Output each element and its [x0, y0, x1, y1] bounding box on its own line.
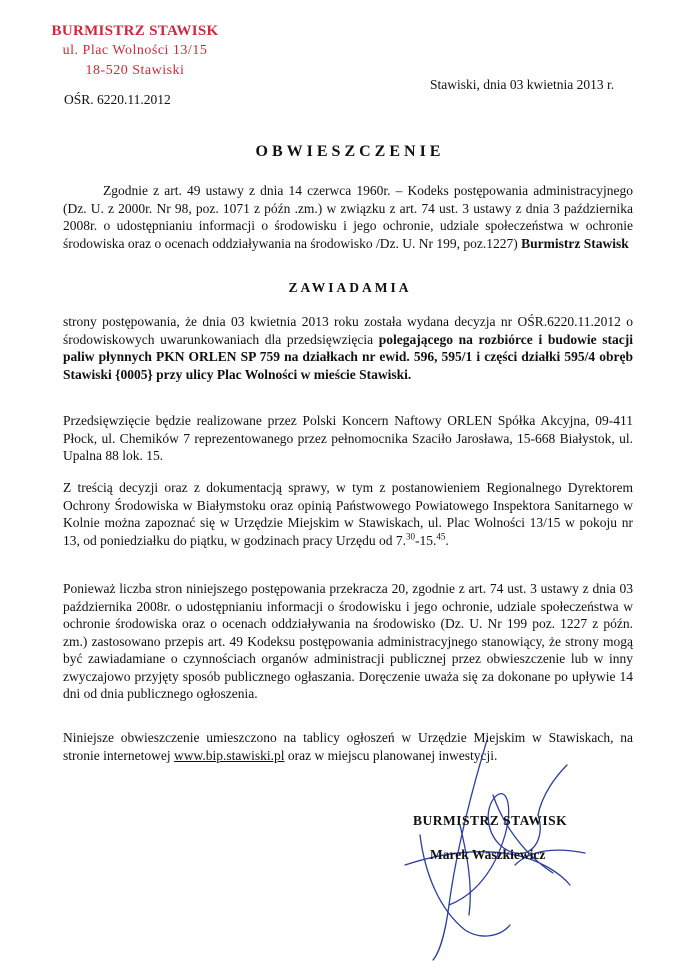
stamp-office-name: BURMISTRZ STAWISK: [51, 23, 219, 39]
signatory-title: BURMISTRZ STAWISK: [413, 813, 568, 828]
hours-end: -15.: [415, 532, 437, 548]
notice-paragraph: Ponieważ liczba stron niniejszego postępowania przekracza 20, zgodnie z art. 74 ust. 3 ustawy z dnia 03 października 2008r. o udostępnianiu informacji o środowisku i jego ochronie, udziale społeczeństwa w ochronie środowiska oraz o ocenach oddziaływania na środowisko (Dz. U. Nr 199 poz. 1227 z późn. zm.) zastosowano przepis art. 49 Kodeksu postępowania administracyjnego stanowiący, że strony mogą być zawiadamiane o czynnościach organów administracji publicznej przez obwieszczenie lub w inny zwyczajowo przyjęty sposób publicznego ogłaszania. Doręczenie uważa się za dokonane po upływie 14 dni od dnia publicznego ogłoszenia.: [63, 581, 633, 701]
signatory-name: Marek Waszkiewicz: [430, 847, 546, 862]
stamp-postal-code: 18-520 Stawiski: [85, 63, 185, 78]
decision-text: strony postępowania, że dnia 03 kwietnia 2013 roku została wydana decyzja nr OŚR.6220.11.2012 o środowiskowych uwarunkowaniach dla przedsięwzięcia: [63, 314, 633, 347]
bip-website-link[interactable]: www.bip.stawiski.pl: [173, 747, 285, 763]
announces-heading: ZAWIADAMIA: [288, 280, 412, 295]
access-paragraph: [63, 479, 633, 549]
intro-authority: Burmistrz Stawisk: [521, 235, 629, 251]
hours-start-minutes: 30: [406, 531, 416, 541]
place-and-date: Stawiski, dnia 03 kwietnia 2013 r.: [430, 77, 615, 92]
decision-paragraph: [63, 313, 633, 383]
office-hours: [396, 533, 449, 548]
intro-paragraph: [63, 182, 633, 252]
decision-subject: polegającego na rozbiórce i budowie stacji paliw płynnych PKN ORLEN SP 759 na działkach nr ewid. 596, 595/1 i części działki 595/4 obręb Stawiski {0005} przy ulicy Plac Wolności w mieście Stawiski.: [63, 331, 633, 382]
reference-number: OŚR. 6220.11.2012: [64, 92, 171, 107]
hours-end-minutes: 45: [436, 531, 446, 541]
access-text: Z treścią decyzji oraz z dokumentacją sprawy, w tym z postanowieniem Regionalnego Dyrektorem Ochrony Środowiska w Białymstoku oraz opinią Państwowego Powiatowego Inspektora Sanitarnego w Kolnie można zapoznać się w Urzędzie Miejskim w Stawiskach, ul. Plac Wolności 13/15 w pokoju nr 13, od poniedziałku do piątku, w godzinach pracy Urzędu od: [63, 480, 633, 548]
hours-period: .: [445, 532, 449, 548]
stamp-street: ul. Plac Wolności 13/15: [62, 43, 208, 58]
hours-start: 7.: [395, 532, 407, 548]
publication-text: Niniejsze obwieszczenie umieszczono na tablicy ogłoszeń w Urzędzie Miejskim w Stawiskach, na stronie internetowej: [63, 730, 633, 763]
publication-text-end: oraz w miejscu planowanej inwestycji.: [287, 747, 498, 763]
document-title: OBWIESZCZENIE: [255, 143, 445, 160]
office-stamp: [30, 22, 240, 81]
investor-paragraph: Przedsięwzięcie będzie realizowane przez Polski Koncern Naftowy ORLEN Spółka Akcyjna, 09-411 Płock, ul. Chemików 7 reprezentowanego przez pełnomocnika Szaciło Jarosława, 15-668 Białystok, ul. Upalna 88 lok. 15.: [63, 413, 633, 463]
intro-text: Zgodnie z art. 49 ustawy z dnia 14 czerwca 1960r. – Kodeks postępowania administracyjnego (Dz. U. z 2000r. Nr 98, poz. 1071 z późn .zm.) w związku z art. 74 ust. 3 ustawy z dnia 3 października 2008r. o udostępnianiu informacji o środowisku i jego ochronie, udziale społeczeństwa w ochronie środowiska oraz o ocenach oddziaływania na środowisko /Dz. U. Nr 199, poz.1227): [63, 183, 633, 251]
